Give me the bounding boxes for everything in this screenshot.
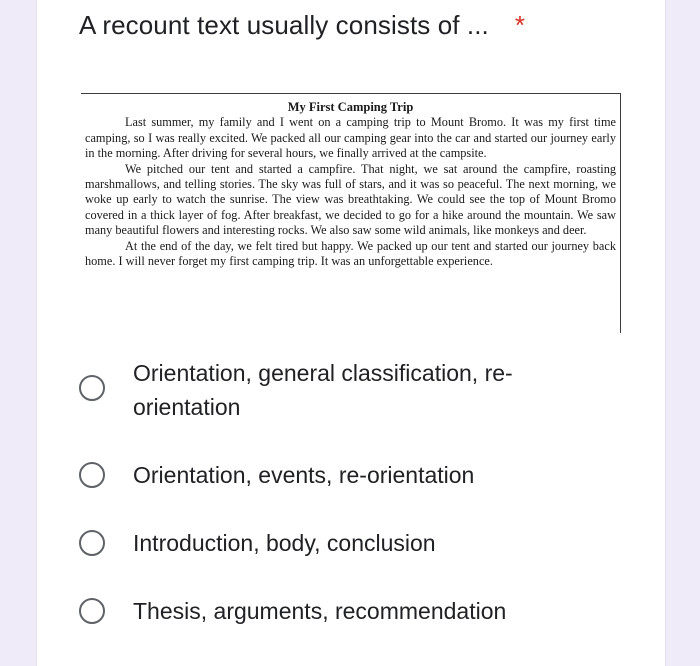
required-asterisk: * — [514, 10, 526, 40]
passage-paragraph-1: Last summer, my family and I went on a camping trip to Mount Bromo. It was my first time camping, so I was really excited. We packed all our camping gear into the car and started our journey early in the morning. After driving for several hours, we finally arrived at the campsite. — [85, 115, 616, 161]
question-title: A recount text usually consists of ... — [79, 10, 489, 40]
question-header — [79, 10, 525, 41]
passage-title: My First Camping Trip — [287, 100, 414, 114]
option-2-label[interactable]: Orientation, events, re-orientation — [133, 462, 475, 488]
radio-button-3[interactable] — [79, 530, 105, 556]
option-3[interactable] — [79, 523, 639, 591]
radio-button-1[interactable] — [79, 375, 105, 401]
option-3-label[interactable]: Introduction, body, conclusion — [133, 530, 436, 556]
radio-button-4[interactable] — [79, 598, 105, 624]
option-1-label[interactable]: Orientation, general classification, re-orientation — [133, 360, 513, 420]
passage-image — [81, 93, 621, 333]
passage-paragraph-2: We pitched our tent and started a campfire. That night, we sat around the campfire, roasting marshmallows, and telling stories. The sky was full of stars, and it was so peaceful. The next morning, we woke up early to watch the sunrise. The view was breathtaking. We could see the top of Mount Bromo covered in a thick layer of fog. After breakfast, we decided to go for a hike around the mountain. We saw many beautiful flowers and interesting rocks. We also saw some wild animals, like monkeys and deer. — [85, 161, 616, 238]
passage-paragraph-3: At the end of the day, we felt tired but happy. We packed up our tent and started our journey back home. I will never forget my first camping trip. It was an unforgettable experience. — [85, 238, 616, 269]
radio-button-2[interactable] — [79, 462, 105, 488]
answer-options — [79, 350, 639, 659]
option-1[interactable] — [79, 350, 639, 455]
option-2[interactable] — [79, 455, 639, 523]
option-4[interactable] — [79, 591, 639, 659]
question-card — [36, 0, 666, 666]
option-4-label[interactable]: Thesis, arguments, recommendation — [133, 598, 507, 624]
